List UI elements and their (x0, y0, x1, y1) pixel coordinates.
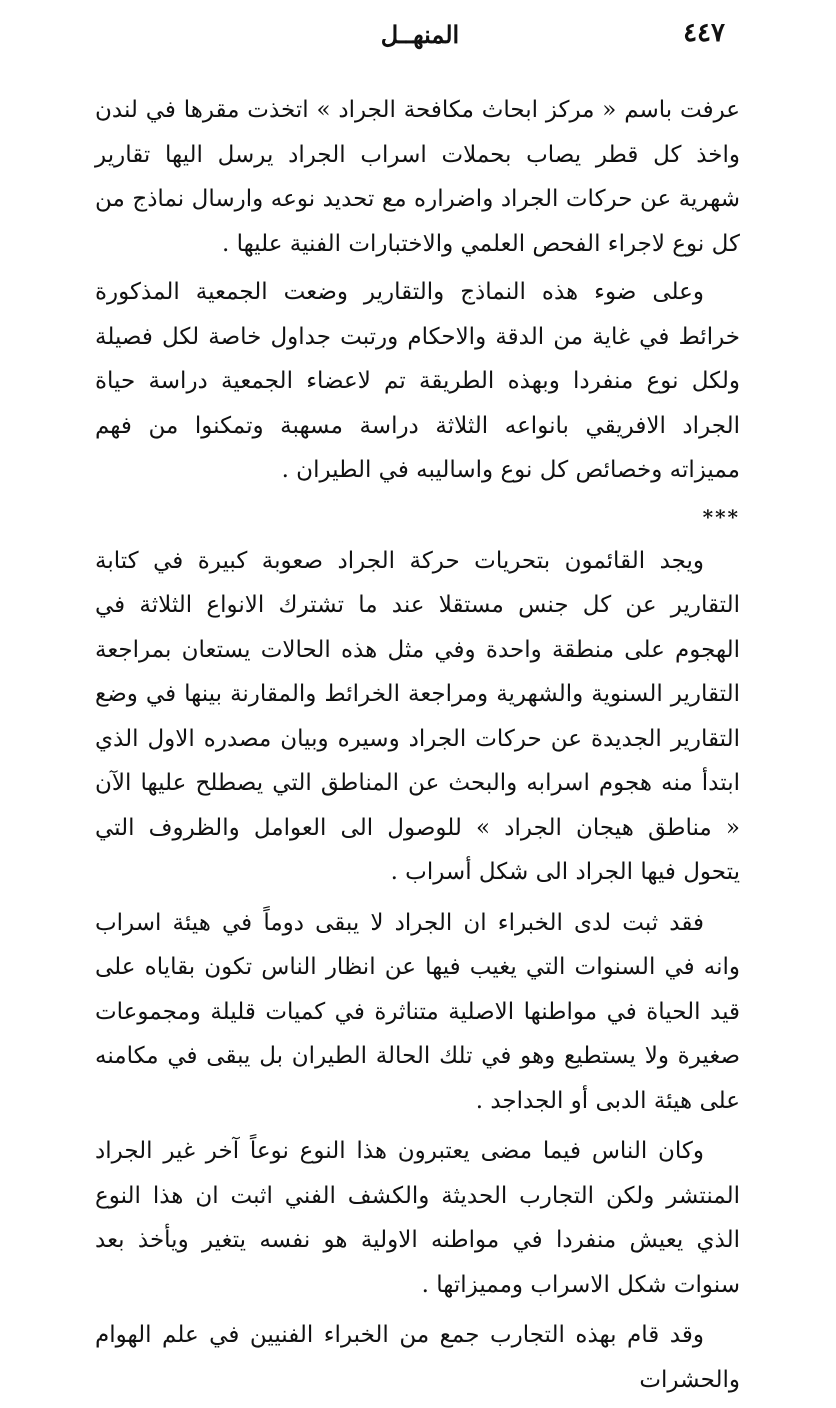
page-body (95, 88, 740, 1408)
paragraph: وعلى ضوء هذه النماذج والتقارير وضعت الجمعية المذكورة خرائط في غاية من الدقة والاحكام ورتبت جداول خاصة لكل فصيلة ولكل نوع منفردا وبهذه الطريقة تم لاعضاء الجمعية دراسة حياة الجراد الافريقي بانواعه الثلاثة دراسة مسهبة وتمكنوا من فهم مميزاته وخصائص كل نوع واساليبه في الطيران . (95, 279, 740, 483)
paragraph: عرفت باسم « مركز ابحاث مكافحة الجراد » اتخذت مقرها في لندن واخذ كل قطر يصاب بحملات اسراب الجراد يرسل اليها تقارير شهرية عن حركات الجراد واضراره مع تحديد نوعه وارسال نماذج من كل نوع لاجراء الفحص العلمي والاختبارات الفنية عليها . (95, 97, 740, 257)
page-number: ٤٤٧ (683, 18, 725, 48)
paragraph: وقد قام بهذه التجارب جمع من الخبراء الفنيين في علم الهوام والحشرات (95, 1322, 740, 1393)
page-header (95, 18, 745, 58)
paragraph: فقد ثبت لدى الخبراء ان الجراد لا يبقى دوماً في هيئة اسراب وانه في السنوات التي يغيب فيها عن انظار الناس تكون بقاياه على قيد الحياة في مواطنها الاصلية متناثرة في كميات قليلة ومجموعات صغيرة ولا يستطيع وهو في تلك الحالة الطيران بل يبقى في مكامنه على هيئة الدبى أو الجداجد . (95, 909, 740, 1114)
section-separator: *** (702, 504, 740, 529)
running-title: المنهــل (380, 20, 460, 49)
paragraph: ويجد القائمون بتحريات حركة الجراد صعوبة كبيرة في كتابة التقارير عن كل جنس مستقلا عند ما تشترك الانواع الثلاثة في الهجوم على منطقة واحدة وفي مثل هذه الحالات يستعان بمراجعة التقارير السنوية والشهرية ومراجعة الخرائط والمقارنة بينها في وضع التقارير الجديدة عن حركات الجراد وسيره وبيان مصدره الاول الذي ابتدأ منه هجوم اسرابه والبحث عن المناطق التي يصطلح عليها الآن « مناطق هيجان الجراد » للوصول الى العوامل والظروف التي يتحول فيها الجراد الى شكل أسراب . (95, 547, 740, 885)
paragraph: وكان الناس فيما مضى يعتبرون هذا النوع نوعاً آخر غير الجراد المنتشر ولكن التجارب الحديثة والكشف الفني اثبت ان هذا النوع الذي يعيش منفردا في مواطنه الاولية هو نفسه يتغير ويأخذ بعد سنوات شكل الاسراب ومميزاتها . (95, 1138, 740, 1298)
